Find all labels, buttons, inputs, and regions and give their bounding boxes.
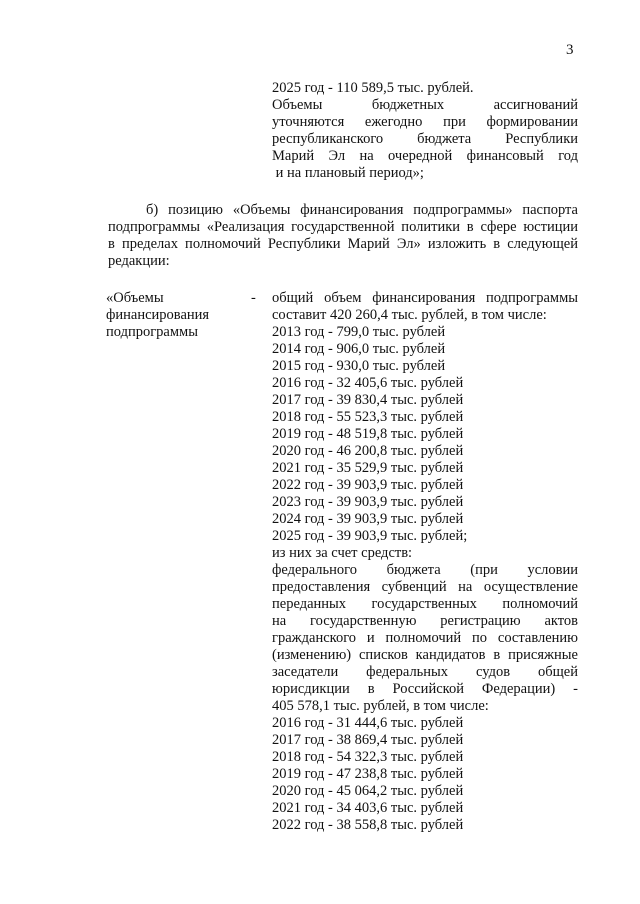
year-line: 2024 год - 39 903,9 тыс. рублей [272, 511, 464, 527]
intro-line: общий объем финансирования подпрограммы [272, 290, 578, 306]
year-line: 2019 год - 48 519,8 тыс. рублей [272, 426, 464, 442]
year-line: 2023 год - 39 903,9 тыс. рублей [272, 494, 464, 510]
federal-year-line: 2017 год - 38 869,4 тыс. рублей [272, 732, 464, 748]
federal-year-line: 2021 год - 34 403,6 тыс. рублей [272, 800, 464, 816]
federal-year-line: 2019 год - 47 238,8 тыс. рублей [272, 766, 464, 782]
federal-line: на государственную регистрацию актов [272, 613, 578, 629]
page-number: 3 [566, 42, 574, 58]
note-line: Марий Эл на очередной финансовый год [272, 148, 578, 164]
federal-year-line: 2022 год - 38 558,8 тыс. рублей [272, 817, 464, 833]
federal-year-line: 2016 год - 31 444,6 тыс. рублей [272, 715, 464, 731]
paragraph-line: б) позицию «Объемы финансирования подпрограммы» паспорта [146, 202, 578, 218]
label-dash: - [251, 290, 256, 306]
year-line: 2015 год - 930,0 тыс. рублей [272, 358, 446, 374]
federal-line: гражданского и полномочий по составлению [272, 630, 578, 646]
federal-line: (изменению) списков кандидатов в присяжные [272, 647, 578, 663]
federal-line: переданных государственных полномочий [272, 596, 578, 612]
funding-label [106, 290, 256, 341]
paragraph-line: в пределах полномочий Республики Марий Эл» изложить в следующей [108, 236, 578, 252]
year-2025-total-line: 2025 год - 110 589,5 тыс. рублей. [272, 80, 474, 96]
year-line: 2016 год - 32 405,6 тыс. рублей [272, 375, 464, 391]
year-line: 2021 год - 35 529,9 тыс. рублей [272, 460, 464, 476]
paragraph-line: редакции: [108, 253, 170, 269]
federal-total-line: 405 578,1 тыс. рублей, в том числе: [272, 698, 489, 714]
federal-year-line: 2018 год - 54 322,3 тыс. рублей [272, 749, 464, 765]
federal-line: предоставления субвенций на осуществление [272, 579, 578, 595]
federal-line: юрисдикции в Российской Федерации) - [272, 681, 578, 697]
year-line: 2018 год - 55 523,3 тыс. рублей [272, 409, 464, 425]
label-line: «Объемы [106, 290, 164, 306]
label-line: подпрограммы [106, 324, 198, 340]
year-line: 2013 год - 799,0 тыс. рублей [272, 324, 446, 340]
intro-line: составит 420 260,4 тыс. рублей, в том числе: [272, 307, 547, 323]
label-line: финансирования [106, 307, 210, 323]
year-line: 2014 год - 906,0 тыс. рублей [272, 341, 446, 357]
federal-year-line: 2020 год - 45 064,2 тыс. рублей [272, 783, 464, 799]
year-line: 2017 год - 39 830,4 тыс. рублей [272, 392, 464, 408]
note-line: и на плановый период»; [272, 165, 424, 181]
paragraph-line: подпрограммы «Реализация государственной политики в сфере юстиции [108, 219, 578, 235]
federal-line: федерального бюджета (при условии [272, 562, 578, 578]
funding-content [272, 290, 578, 834]
year-line: 2022 год - 39 903,9 тыс. рублей [272, 477, 464, 493]
year-line: 2025 год - 39 903,9 тыс. рублей; [272, 528, 468, 544]
funding-note-block [272, 80, 578, 182]
year-line: 2020 год - 46 200,8 тыс. рублей [272, 443, 464, 459]
sources-intro: из них за счет средств: [272, 545, 413, 561]
paragraph-b [108, 202, 578, 270]
note-line: уточняются ежегодно при формировании [272, 114, 578, 130]
federal-line: заседатели федеральных судов общей [272, 664, 578, 680]
note-line: республиканского бюджета Республики [272, 131, 578, 147]
note-line: Объемы бюджетных ассигнований [272, 97, 578, 113]
